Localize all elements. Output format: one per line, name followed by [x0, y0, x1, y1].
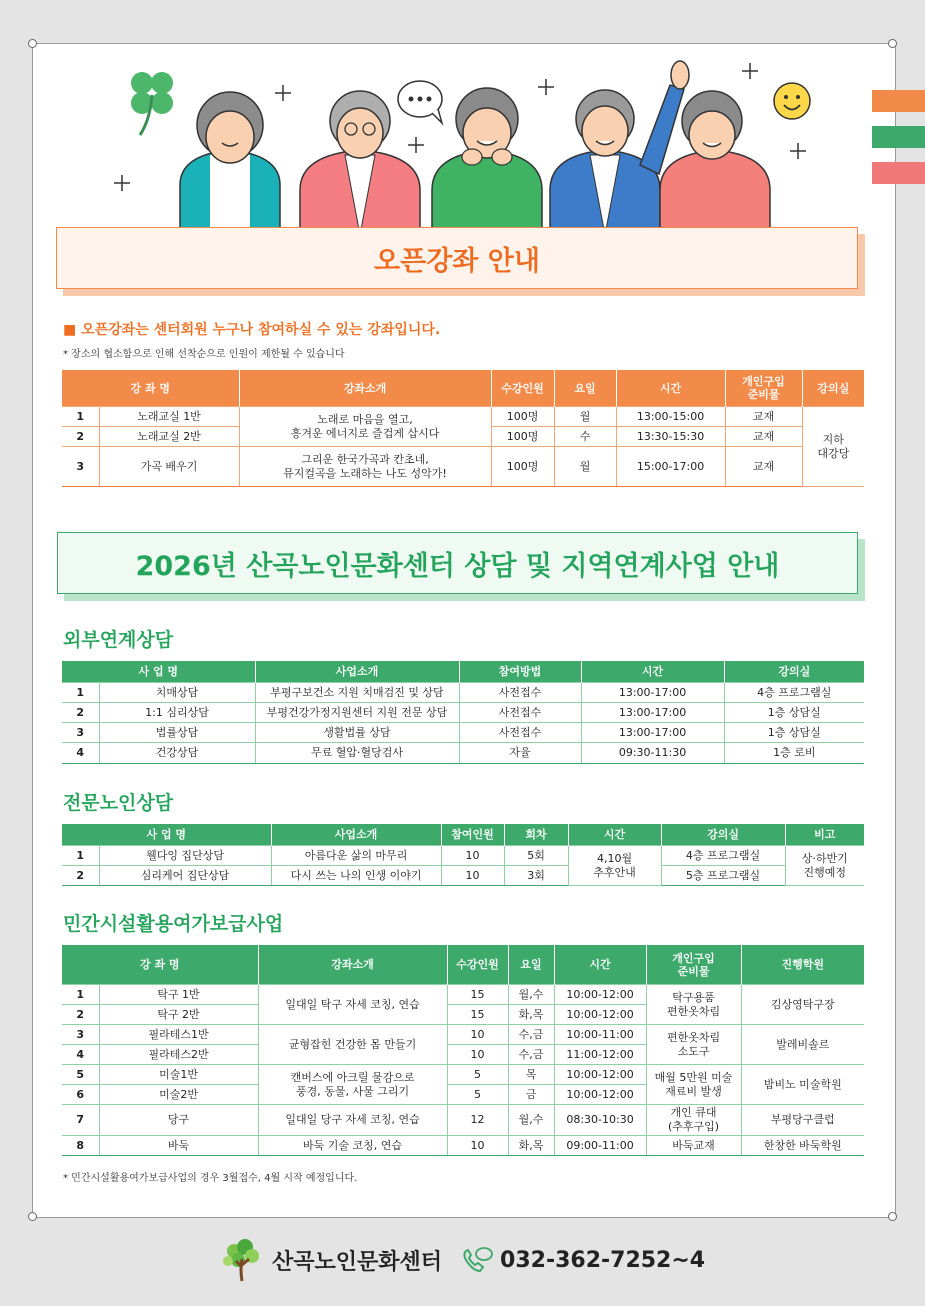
center-name: 산곡노인문화센터 [272, 1249, 443, 1275]
table-header: 진행학원 [741, 945, 864, 985]
course-capacity: 5 [447, 1065, 508, 1085]
course-time: 10:00-12:00 [554, 1085, 646, 1105]
phone-number: 032-362-7252~4 [500, 1247, 706, 1273]
course-supplies: 교재 [725, 407, 802, 427]
table-header: 사업소개 [255, 661, 459, 683]
program-room: 1층 로비 [724, 743, 864, 764]
table-row [62, 683, 864, 703]
course-capacity: 5 [447, 1085, 508, 1105]
row-number: 4 [62, 1045, 99, 1065]
table-header: 참여방법 [459, 661, 581, 683]
program-note: 상·하반기 진행예정 [785, 846, 864, 886]
course-day: 수,금 [508, 1045, 554, 1065]
row-number: 2 [62, 1005, 99, 1025]
row-number: 3 [62, 723, 99, 743]
expert-counsel-table [62, 824, 864, 886]
course-capacity: 100명 [491, 407, 554, 427]
course-academy: 부평당구클럽 [741, 1105, 864, 1136]
row-number: 6 [62, 1085, 99, 1105]
program-intro: 부평건강가정지원센터 지원 전문 상담 [255, 703, 459, 723]
row-number: 2 [62, 427, 99, 447]
senior-man-pink [300, 91, 420, 235]
course-day: 수 [554, 427, 616, 447]
course-name: 미술2반 [99, 1085, 258, 1105]
course-supplies: 개인 큐대 (추후구입) [646, 1105, 741, 1136]
table-row [62, 866, 864, 886]
row-number: 2 [62, 703, 99, 723]
table-row [62, 723, 864, 743]
program-people: 10 [441, 866, 504, 886]
program-method: 사전접수 [459, 723, 581, 743]
course-day: 화,목 [508, 1136, 554, 1156]
table-row [62, 703, 864, 723]
program-time: 4,10월 추후안내 [568, 846, 661, 886]
private-program-title: 민간시설활용여가보급사업 [63, 913, 284, 935]
program-intro: 생활법률 상담 [255, 723, 459, 743]
course-time: 10:00-11:00 [554, 1025, 646, 1045]
course-capacity: 12 [447, 1105, 508, 1136]
clover-icon [131, 72, 173, 135]
table-row [62, 743, 864, 764]
table-header: 강의실 [661, 824, 785, 846]
course-day: 금 [508, 1085, 554, 1105]
course-capacity: 10 [447, 1045, 508, 1065]
program-method: 자율 [459, 743, 581, 764]
index-tab-green [872, 126, 925, 148]
table-header-row [62, 945, 864, 985]
program-time: 09:30-11:30 [581, 743, 724, 764]
course-day: 월 [554, 407, 616, 427]
table-header: 요일 [554, 370, 616, 407]
course-time: 10:00-12:00 [554, 1065, 646, 1085]
course-name: 당구 [99, 1105, 258, 1136]
program-time: 13:00-17:00 [581, 703, 724, 723]
course-intro: 균형잡힌 건강한 몸 만들기 [258, 1025, 447, 1065]
program-sessions: 5회 [504, 846, 568, 866]
open-course-sub-notice: * 장소의 협소함으로 인해 선착순으로 인원이 제한될 수 있습니다 [63, 349, 345, 360]
table-header: 시간 [554, 945, 646, 985]
table-header: 강의실 [802, 370, 864, 407]
table-header-row [62, 824, 864, 846]
table-row [62, 1136, 864, 1156]
course-supplies: 교재 [725, 447, 802, 487]
table-header: 시간 [581, 661, 724, 683]
program-people: 10 [441, 846, 504, 866]
course-name: 가곡 배우기 [99, 447, 239, 487]
program-room: 5층 프로그램실 [661, 866, 785, 886]
program-name: 치매상담 [99, 683, 255, 703]
row-number: 1 [62, 985, 99, 1005]
course-time: 13:30-15:30 [616, 427, 725, 447]
smiley-icon [774, 83, 810, 119]
senior-woman-green [432, 88, 542, 235]
row-number: 1 [62, 683, 99, 703]
program-intro: 아름다운 삶의 마무리 [271, 846, 441, 866]
course-name: 바둑 [99, 1136, 258, 1156]
program-name: 심리케어 집단상담 [99, 866, 271, 886]
row-number: 2 [62, 866, 99, 886]
table-header: 수강인원 [447, 945, 508, 985]
course-capacity: 10 [447, 1136, 508, 1156]
table-row [62, 407, 864, 427]
program-room: 4층 프로그램실 [661, 846, 785, 866]
course-intro: 일대일 당구 자세 코칭, 연습 [258, 1105, 447, 1136]
seniors-illustration [100, 25, 820, 235]
course-supplies: 매월 5만원 미술 재료비 발생 [646, 1065, 741, 1105]
program-time: 13:00-17:00 [581, 683, 724, 703]
course-academy: 한창한 바둑학원 [741, 1136, 864, 1156]
row-number: 8 [62, 1136, 99, 1156]
table-header: 강 좌 명 [62, 945, 258, 985]
course-capacity: 15 [447, 1005, 508, 1025]
course-intro: 바둑 기술 코칭, 연습 [258, 1136, 447, 1156]
row-number: 3 [62, 1025, 99, 1045]
table-header-row [62, 370, 864, 407]
course-name: 노래교실 1반 [99, 407, 239, 427]
corner-mark [28, 1212, 37, 1221]
course-time: 09:00-11:00 [554, 1136, 646, 1156]
program-room: 1층 상담실 [724, 703, 864, 723]
program-room: 4층 프로그램실 [724, 683, 864, 703]
course-intro: 일대일 탁구 자세 코칭, 연습 [258, 985, 447, 1025]
row-number: 1 [62, 407, 99, 427]
table-header: 시간 [568, 824, 661, 846]
table-header: 비고 [785, 824, 864, 846]
table-row [62, 1105, 864, 1136]
table-row [62, 447, 864, 487]
open-course-banner [56, 227, 858, 289]
program-intro: 부평구보건소 지원 치매검진 및 상담 [255, 683, 459, 703]
program-intro: 다시 쓰는 나의 인생 이야기 [271, 866, 441, 886]
open-course-title: 오픈강좌 안내 [374, 245, 540, 277]
program-name: 웰다잉 집단상담 [99, 846, 271, 866]
course-time: 10:00-12:00 [554, 1005, 646, 1025]
counsel-title: 2026년 산곡노인문화센터 상담 및 지역연계사업 안내 [135, 550, 780, 582]
course-name: 필라테스2반 [99, 1045, 258, 1065]
course-name: 탁구 2반 [99, 1005, 258, 1025]
course-time: 15:00-17:00 [616, 447, 725, 487]
course-name: 탁구 1반 [99, 985, 258, 1005]
course-name: 노래교실 2반 [99, 427, 239, 447]
table-header: 수강인원 [491, 370, 554, 407]
footer [218, 1237, 738, 1283]
table-row [62, 1025, 864, 1045]
program-method: 사전접수 [459, 703, 581, 723]
course-capacity: 100명 [491, 447, 554, 487]
private-program-table [62, 945, 864, 1156]
program-name: 건강상담 [99, 743, 255, 764]
table-header: 사 업 명 [62, 824, 271, 846]
course-time: 10:00-12:00 [554, 985, 646, 1005]
course-day: 월,수 [508, 985, 554, 1005]
table-header: 강의실 [724, 661, 864, 683]
row-number: 1 [62, 846, 99, 866]
senior-woman-teal [180, 92, 280, 235]
table-header: 회차 [504, 824, 568, 846]
tree-logo-icon [218, 1237, 264, 1283]
table-header: 시간 [616, 370, 725, 407]
course-day: 수,금 [508, 1025, 554, 1045]
external-counsel-table [62, 661, 864, 764]
table-header: 강 좌 명 [62, 370, 239, 407]
open-course-table [62, 370, 864, 487]
counsel-banner [57, 532, 858, 594]
table-header-row [62, 661, 864, 683]
program-name: 법률상담 [99, 723, 255, 743]
course-academy: 김상영탁구장 [741, 985, 864, 1025]
corner-mark [888, 39, 897, 48]
table-row [62, 846, 864, 866]
table-row [62, 1065, 864, 1085]
course-day: 월 [554, 447, 616, 487]
phone-icon [460, 1245, 494, 1275]
expert-counsel-title: 전문노인상담 [63, 792, 174, 814]
course-supplies: 바둑교재 [646, 1136, 741, 1156]
row-number: 5 [62, 1065, 99, 1085]
course-capacity: 10 [447, 1025, 508, 1045]
table-header: 참여인원 [441, 824, 504, 846]
course-name: 미술1반 [99, 1065, 258, 1085]
program-sessions: 3회 [504, 866, 568, 886]
table-header: 사 업 명 [62, 661, 255, 683]
course-supplies: 탁구용품 편한옷차림 [646, 985, 741, 1025]
program-name: 1:1 심리상담 [99, 703, 255, 723]
course-room: 지하 대강당 [802, 407, 864, 487]
course-intro: 그리운 한국가곡과 칸초네, 뮤지컬곡을 노래하는 나도 성악가! [239, 447, 491, 487]
course-academy: 발레비솔르 [741, 1025, 864, 1065]
course-name: 필라테스1반 [99, 1025, 258, 1045]
course-academy: 밤비노 미술학원 [741, 1065, 864, 1105]
program-room: 1층 상담실 [724, 723, 864, 743]
corner-mark [888, 1212, 897, 1221]
course-day: 월,수 [508, 1105, 554, 1136]
course-supplies: 교재 [725, 427, 802, 447]
row-number: 7 [62, 1105, 99, 1136]
program-intro: 무료 혈압·혈당검사 [255, 743, 459, 764]
course-time: 11:00-12:00 [554, 1045, 646, 1065]
program-method: 사전접수 [459, 683, 581, 703]
table-header: 사업소개 [271, 824, 441, 846]
corner-mark [28, 39, 37, 48]
course-intro: 캔버스에 아크릴 물감으로 풍경, 동물, 사물 그리기 [258, 1065, 447, 1105]
external-counsel-title: 외부연계상담 [63, 629, 174, 651]
table-row [62, 985, 864, 1005]
course-time: 08:30-10:30 [554, 1105, 646, 1136]
row-number: 3 [62, 447, 99, 487]
open-course-notice: ■ 오픈강좌는 센터회원 누구나 참여하실 수 있는 강좌입니다. [63, 322, 441, 338]
table-header: 강좌소개 [239, 370, 491, 407]
course-time: 13:00-15:00 [616, 407, 725, 427]
course-intro: 노래로 마음을 열고, 흥겨운 에너지로 즐겁게 삽시다 [239, 407, 491, 447]
private-program-footnote: * 민간시설활용여가보급사업의 경우 3월접수, 4월 시작 예정입니다. [63, 1173, 358, 1184]
course-day: 목 [508, 1065, 554, 1085]
course-day: 화,목 [508, 1005, 554, 1025]
table-header: 요일 [508, 945, 554, 985]
table-header: 강좌소개 [258, 945, 447, 985]
table-header: 개인구입 준비물 [646, 945, 741, 985]
course-supplies: 편한옷차림 소도구 [646, 1025, 741, 1065]
row-number: 4 [62, 743, 99, 764]
table-header: 개인구입 준비물 [725, 370, 802, 407]
index-tab-orange [872, 90, 925, 112]
program-time: 13:00-17:00 [581, 723, 724, 743]
speech-bubble-icon [398, 81, 442, 123]
index-tab-pink [872, 162, 925, 184]
course-capacity: 15 [447, 985, 508, 1005]
course-capacity: 100명 [491, 427, 554, 447]
